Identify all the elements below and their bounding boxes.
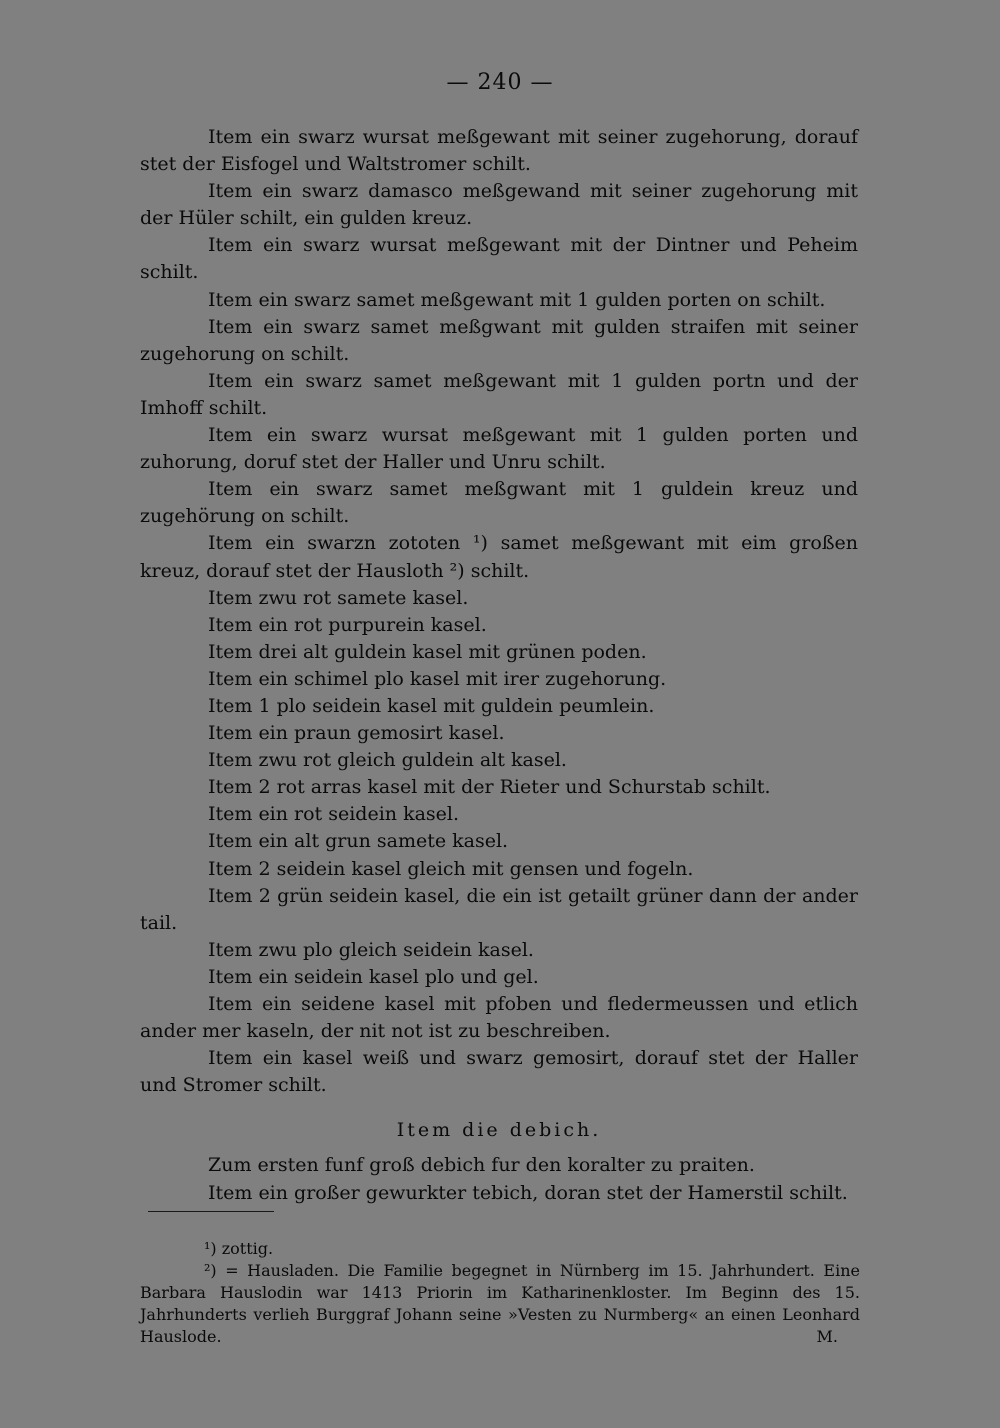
author-signature: M.: [816, 1327, 838, 1346]
entry-paragraph: Item 2 grün seidein kasel, die ein ist getailt grüner dann der ander tail.: [140, 884, 858, 934]
entry-paragraph: Item ein swarz wursat meßgewant mit seiner zugehorung, dorauf stet der Eisfogel und Waltstromer schilt.: [140, 126, 858, 176]
entry-paragraph: Item ein swarz wursat meßgewant mit der Dintner und Peheim schilt.: [140, 234, 858, 284]
entry-paragraph: Item 1 plo seidein kasel mit guldein peumlein.: [208, 694, 655, 717]
entry-paragraph: Item ein swarz wursat meßgewant mit 1 gulden porten und zuhorung, doruf stet der Haller und Unru schilt.: [140, 424, 858, 474]
footnotes: [140, 1238, 860, 1348]
entry-paragraph: Item 2 seidein kasel gleich mit gensen und fogeln.: [208, 857, 694, 880]
footnote-2-text: ²) = Hausladen. Die Familie begegnet in Nürnberg im 15. Jahrhundert. Eine Barbara Hauslodin war 1413 Priorin im Katharinenkloster. Im Beginn des 15. Jahrhunderts verlieh Burggraf Johann seine »Vesten zu Nurmberg« an einen Leonhard Hauslode.: [140, 1261, 860, 1346]
entry-paragraph: Item ein praun gemosirt kasel.: [208, 722, 505, 745]
entry-paragraph: Item zwu rot samete kasel.: [208, 586, 469, 609]
entry-paragraph: Item ein swarz samet meßgwant mit 1 guldein kreuz und zugehörung on schilt.: [140, 478, 858, 528]
entry-paragraph: Item ein swarz samet meßgewant mit 1 gulden portn und der Imhoff schilt.: [140, 369, 858, 419]
footnote-divider: [148, 1211, 274, 1212]
entry-paragraph: Item ein seidein kasel plo und gel.: [208, 965, 539, 988]
entry-paragraph: Item ein swarz damasco meßgewand mit seiner zugehorung mit der Hüler schilt, ein gulden kreuz.: [140, 180, 858, 230]
entry-paragraph: Item ein kasel weiß und swarz gemosirt, dorauf stet der Haller und Stromer schilt.: [140, 1047, 858, 1097]
entry-paragraph: Item ein alt grun samete kasel.: [208, 830, 509, 853]
footnote-2: [140, 1260, 860, 1348]
entry-paragraph: Item ein seidene kasel mit pfoben und fledermeussen und etlich ander mer kaseln, der nit not ist zu beschreiben.: [140, 993, 858, 1043]
entry-paragraph: Item ein rot purpurein kasel.: [208, 613, 487, 636]
entry-paragraph: Item ein swarz samet meßgewant mit 1 gulden porten on schilt.: [208, 288, 826, 311]
entry-paragraph: Item ein swarz samet meßgwant mit gulden straifen mit seiner zugehorung on schilt.: [140, 315, 858, 365]
inventory-text: [140, 124, 858, 1207]
page-number: — 240 —: [446, 70, 554, 95]
entry-paragraph: Item ein großer gewurkter tebich, doran stet der Hamerstil schilt.: [208, 1181, 848, 1204]
entry-paragraph: Item ein schimel plo kasel mit irer zugehorung.: [208, 667, 667, 690]
section-heading: Item die debich.: [396, 1119, 602, 1142]
entry-paragraph: Item drei alt guldein kasel mit grünen poden.: [208, 640, 647, 663]
entry-paragraph: Zum ersten funf groß debich fur den koralter zu praiten.: [208, 1154, 755, 1177]
entry-paragraph: Item zwu plo gleich seidein kasel.: [208, 938, 534, 961]
entry-paragraph: Item 2 rot arras kasel mit der Rieter und Schurstab schilt.: [208, 776, 771, 799]
entry-paragraph: Item zwu rot gleich guldein alt kasel.: [208, 749, 567, 772]
entry-paragraph: Item ein rot seidein kasel.: [208, 803, 460, 826]
footnote-1: ¹) zottig.: [204, 1239, 274, 1258]
entry-paragraph: Item ein swarzn zototen ¹) samet meßgewant mit eim großen kreuz, dorauf stet der Hausloth ²) schilt.: [140, 532, 858, 582]
